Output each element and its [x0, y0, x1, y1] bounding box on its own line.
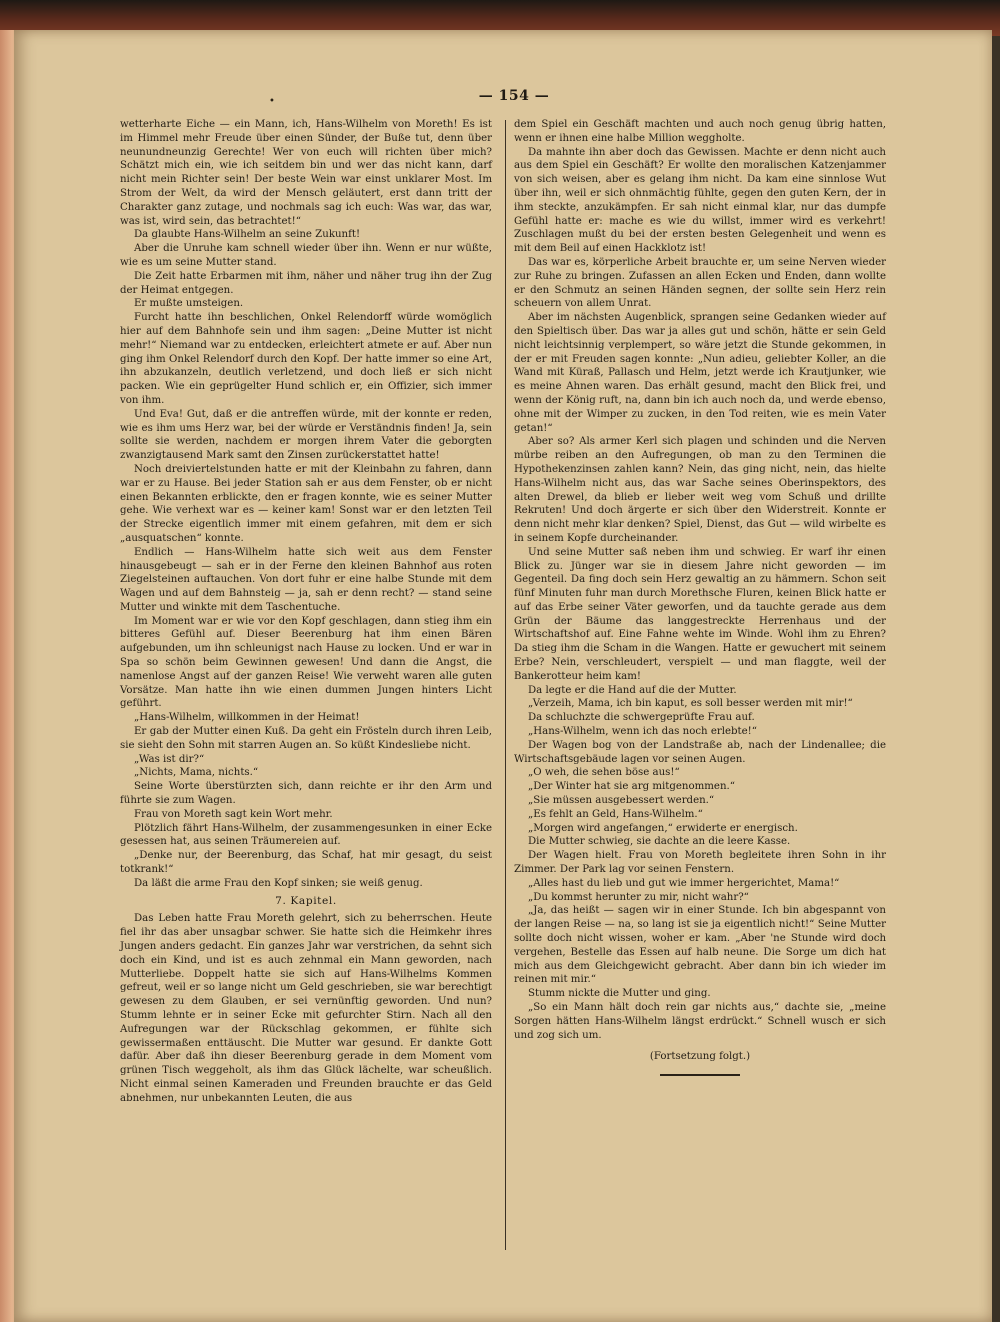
- paragraph: Das Leben hatte Frau Moreth gelehrt, sich zu beherrschen. Heute fiel ihr das aber unsagbar schwer. Sie hatte sich die Heimkehr ihres Jungen anders gedacht. Ein ganzes Jahr war verstrichen, da sehnt sich doch ein Kind, und ist es auch zehnmal ein Mann geworden, nach Mutterliebe. Doppelt hatte sie sich auf Hans-Wilhelms Kommen gefreut, weil er so lange nicht um Geld geschrieben, sie war berechtigt gewesen zu dem Glauben, er sei vernünftig geworden. Und nun? Stumm lehnte er in seiner Ecke mit gefurchter Stirn. Nach all den Aufregungen war der Rückschlag gekommen, er fühlte sich gewissermaßen enttäuscht. Die Mutter war gesund. Er dankte Gott dafür. Aber daß ihn dieser Beerenburg gerade in dem Moment vom grünen Tisch weggeholt, als ihm das Glück lächelte, war scheußlich. Nicht einmal seinen Kameraden und Freunden brauchte er das Geld abnehmen, nur unbekannten Leuten, die aus: [120, 913, 492, 1104]
- page-marker: •: [269, 96, 275, 107]
- paragraph: Er mußte umsteigen.: [134, 298, 244, 310]
- paragraph: „Ja, das heißt — sagen wir in einer Stunde. Ich bin abgespannt von der langen Reise — na, so lang ist sie ja eigentlich nicht!“ Seine Mutter sollte doch nicht wissen, woher er kam. „Aber 'ne Stunde wird doch vergehen, Bestelle das Essen auf halb neune. Die Sorge um dich hat mich aus dem Gleichgewicht gebracht. Aber dann bin ich wieder im reinen mit mir.“: [514, 905, 886, 986]
- paragraph: Da glaubte Hans-Wilhelm an seine Zukunft!: [134, 229, 361, 241]
- paragraph: „Es fehlt an Geld, Hans-Wilhelm.“: [528, 808, 703, 820]
- paragraph: Furcht hatte ihn beschlichen, Onkel Relendorff würde womöglich hier auf dem Bahnhofe sein und ihm sagen: „Deine Mutter ist nicht mehr!“ Niemand war zu entdecken, erleichtert atmete er auf. Aber nun ging ihm Onkel Relendorf durch den Kopf. Der hatte immer so eine Art, ihn abzukanzeln, deutlich verletzend, und doch ließ er sich nicht packen. Wie ein geprügelter Hund schlich er, ein Offizier, sich immer von ihm.: [120, 312, 492, 406]
- paragraph: „Hans-Wilhelm, wenn ich das noch erlebte!“: [528, 726, 757, 738]
- paragraph: Aber die Unruhe kam schnell wieder über ihn. Wenn er nur wüßte, wie es um seine Mutter stand.: [120, 243, 492, 268]
- paragraph: „Du kommst herunter zu mir, nicht wahr?“: [528, 891, 749, 903]
- paragraph: „Nichts, Mama, nichts.“: [134, 767, 259, 779]
- book-page: [14, 30, 992, 1322]
- paragraph: Der Wagen bog von der Landstraße ab, nach der Lindenallee; die Wirtschaftsgebäude lagen vor seinen Augen.: [514, 739, 886, 765]
- left-column: [120, 118, 492, 1106]
- paragraph: Seine Worte überstürzten sich, dann reichte er ihr den Arm und führte sie zum Wagen.: [120, 781, 492, 807]
- paragraph: Der Wagen hielt. Frau von Moreth begleitete ihren Sohn in ihr Zimmer. Der Park lag vor seinen Fenstern.: [514, 850, 886, 876]
- paragraph: dem Spiel ein Geschäft machten und auch noch genug übrig hatten, wenn er ihnen eine halbe Million weggholte.: [514, 119, 886, 144]
- paragraph: „Der Winter hat sie arg mitgenommen.“: [528, 781, 735, 793]
- chapter-heading: 7. Kapitel.: [275, 894, 337, 907]
- paragraph: „Denke nur, der Beerenburg, das Schaf, hat mir gesagt, du seist totkrank!“: [120, 850, 492, 876]
- paragraph: Plötzlich fährt Hans-Wilhelm, der zusammengesunken in einer Ecke gesessen hat, aus seinen Träumereien auf.: [120, 822, 492, 848]
- paragraph: Das war es, körperliche Arbeit brauchte er, um seine Nerven wieder zur Ruhe zu bringen. Zufassen an allen Ecken und Enden, dann wollte er den Schmutz an seinen Händen segnen, der sollte sein Herz rein scheuern von allem Unrat.: [514, 256, 886, 310]
- paragraph: Noch dreiviertelstunden hatte er mit der Kleinbahn zu fahren, dann war er zu Hause. Bei jeder Station sah er aus dem Fenster, ob er nicht einen Bekannten erblickte, den er fragen konnte, wie es seiner Mutter gehe. Wie verhext war es — keiner kam! Sonst war er den letzten Teil der Strecke eigentlich immer mit einem gefahren, mit dem er sich „ausquatschen“ konnte.: [120, 463, 492, 544]
- paragraph: „Verzeih, Mama, ich bin kaput, es soll besser werden mit mir!“: [528, 698, 853, 710]
- paragraph: Die Zeit hatte Erbarmen mit ihm, näher und näher trug ihn der Zug der Heimat entgegen.: [120, 270, 492, 296]
- paragraph: Stumm nickte die Mutter und ging.: [528, 988, 711, 1000]
- paragraph: Da mahnte ihn aber doch das Gewissen. Machte er denn nicht auch aus dem Spiel ein Geschäft? Er wollte den moralischen Katzenjammer von sich weisen, aber es gelang ihm nicht. Da kam eine sinnlose Wut über ihn, weil er sich ohnmächtig fühlte, gegen den guten Kern, der in ihm steckte, anzukämpfen. Er sah nicht einmal klar, nur das dumpfe Gefühl hatte er: mache es wie du willst, immer wird es verkehrt! Zuschlagen mußt du bei der ersten besten Gelegenheit und wenn es mit dem Beil auf einen Hackklotz ist!: [514, 146, 886, 255]
- paragraph: Endlich — Hans-Wilhelm hatte sich weit aus dem Fenster hinausgebeugt — sah er in der Ferne den kleinen Bahnhof aus roten Ziegelsteinen auftauchen. Von dort fuhr er eine halbe Stunde mit dem Wagen und auf dem Bahnsteig — ja, sah er denn recht? — stand seine Mutter und winkte mit dem Taschentuche.: [120, 546, 492, 613]
- paragraph: „O weh, die sehen böse aus!“: [528, 767, 680, 779]
- page-number: — 154 —: [478, 88, 550, 104]
- paragraph: „Hans-Wilhelm, willkommen in der Heimat!: [134, 712, 360, 724]
- paragraph: Er gab der Mutter einen Kuß. Da geht ein Frösteln durch ihren Leib, sie sieht den Sohn mit starren Augen an. So küßt Kindesliebe nicht.: [120, 726, 492, 751]
- paragraph: Frau von Moreth sagt kein Wort mehr.: [134, 808, 333, 820]
- paragraph: Und Eva! Gut, daß er die antreffen würde, mit der konnte er reden, wie es ihm ums Herz war, bei der würde er Verständnis finden! Ja, sein sollte sie werden, nachdem er morgen ihrem Vater die geborgten zwanzigtausend Mark samt den Zinsen zurückerstattet hatte!: [120, 408, 492, 462]
- paragraph: Aber so? Als armer Kerl sich plagen und schinden und die Nerven mürbe reiben an den Aufregungen, ob man zu den Terminen die Hypothekenzinsen zahlen kann? Nein, das ging nicht, nein, das hielte Hans-Wilhelm nicht aus, das war Sache seines Oberinspektors, des alten Drewel, da blieb er lieber weit weg vom Schuß und drillte Rekruten! Und doch ärgerte er sich über den Widerstreit. Konnte er denn nicht mehr klar denken? Spiel, Dienst, das Gut — wild wirbelte es in seinem Kopfe durcheinander.: [514, 436, 886, 544]
- continuation-note: (Fortsetzung folgt.): [649, 1051, 751, 1063]
- paragraph: Da läßt die arme Frau den Kopf sinken; sie weiß genug.: [134, 877, 423, 889]
- paragraph: Im Moment war er wie vor den Kopf geschlagen, dann stieg ihm ein bitteres Gefühl auf. Dieser Beerenburg hat ihm einen Bären aufgebunden, um ihn schleunigst nach Hause zu locken. Und er war in Spa so schön beim Gewinnen gewesen! Und dann die Angst, die namenlose Angst auf der ganzen Reise! Wie verweht waren alle guten Vorsätze. Man hatte ihn wie einen dummen Jungen hinters Licht geführt.: [120, 615, 492, 710]
- paragraph: „Morgen wird angefangen,“ erwiderte er energisch.: [528, 822, 798, 834]
- paragraph: Die Mutter schwieg, sie dachte an die leere Kasse.: [528, 836, 791, 848]
- paragraph: Aber im nächsten Augenblick, sprangen seine Gedanken wieder auf den Spieltisch über. Das war ja alles gut und schön, hätte er sein Geld nicht leichtsinnig verplempert, so wäre jetzt die Stunde gekommen, in der er mit Freuden sagen konnte: „Nun adieu, geliebter Koller, an die Wand mit Küraß, Pallasch und Helm, jetzt werde ich Krautjunker, wie es meine Ahnen waren. Das erhält gesund, macht den Blick frei, und wenn der König ruft, na, dann bin ich auch noch da, und werde ebenso, ohne mit der Wimper zu zucken, in den Tod reiten, wie es mein Vater getan!“: [514, 312, 886, 434]
- paragraph: „Sie müssen ausgebessert werden.“: [528, 795, 715, 807]
- paragraph: „Alles hast du lieb und gut wie immer hergerichtet, Mama!“: [528, 877, 840, 889]
- paragraph: Da legte er die Hand auf die der Mutter.: [528, 684, 737, 696]
- right-column: [514, 118, 886, 1076]
- paragraph: Da schluchzte die schwergeprüfte Frau auf.: [528, 712, 755, 724]
- paragraph: „So ein Mann hält doch rein gar nichts aus,“ dachte sie, „meine Sorgen hätten Hans-Wilhelm längst erdrückt.“ Schnell wusch er sich und zog sich um.: [514, 1002, 886, 1041]
- paragraph: wetterharte Eiche — ein Mann, ich, Hans-Wilhelm von Moreth! Es ist im Himmel mehr Freude über einen Sünder, der Buße tut, denn über neunundneunzig Gerechte! Wer von euch will richten über mich? Schätzt mich ein, wie ich seitdem bin und wer das nicht kann, darf nicht mein Richter sein! Der beste Wein war einst unklarer Most. Im Strom der Welt, da wird der Mensch geläutert, erst dann tritt der Charakter ganz zutage, und nochmals sag ich euch: Was war, das war, was ist, wird sein, das betrachtet!“: [120, 119, 492, 227]
- paragraph: „Was ist dir?“: [134, 753, 205, 765]
- end-rule: [660, 1074, 740, 1076]
- column-divider: [505, 120, 506, 1250]
- paragraph: Und seine Mutter saß neben ihm und schwieg. Er warf ihr einen Blick zu. Jünger war sie in diesem Jahre nicht geworden — im Gegenteil. Da fing doch sein Herz gewaltig an zu hämmern. Schon seit fünf Minuten fuhr man durch Morethsche Fluren, keinen Blick hatte er auf das Erbe seiner Väter geworfen, und da tauchte gerade aus dem Grün der Bäume das langgestreckte Herrenhaus und der Wirtschaftshof auf. Eine Fahne wehte im Winde. Wohl ihm zu Ehren? Da stieg ihm die Scham in die Wangen. Hatte er gewuchert mit seinem Erbe? Nein, verschleudert, verspielt — und man flaggte, weil der Bankerotteur heim kam!: [514, 546, 886, 682]
